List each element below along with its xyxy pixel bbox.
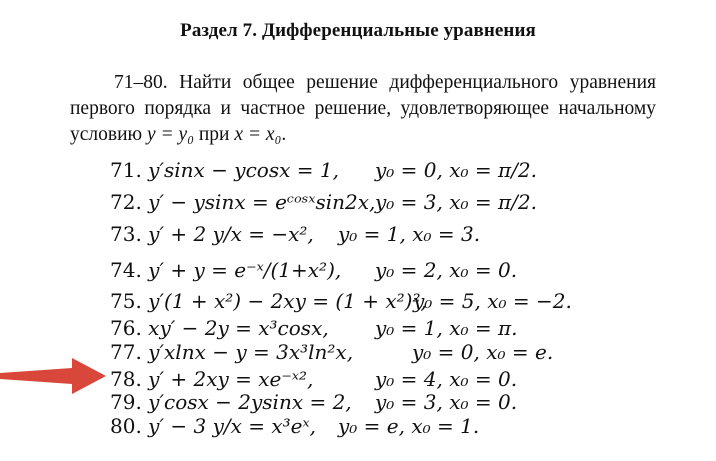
equation-number: 80. [110,414,142,438]
initial-condition: y₀ = 0, x₀ = π/2. [375,158,537,182]
equation-77 [110,340,554,364]
intro-math-2: x = x₀ [234,124,282,145]
initial-condition: y₀ = 0, x₀ = e. [412,340,554,364]
equation-expression: y′ − ysinx = eᶜᵒˢˣsin2x, [148,190,376,214]
initial-condition: y₀ = 1, x₀ = π. [375,316,518,340]
intro-text-c: . [281,124,287,145]
equation-expression: y′ + y = e⁻ˣ/(1+x²), [148,258,342,282]
equation-number: 76. [110,316,142,340]
equation-number: 71. [110,158,142,182]
initial-condition: y₀ = 3, x₀ = π/2. [375,190,537,214]
initial-condition: y₀ = 2, x₀ = 0. [375,258,518,282]
equation-79 [110,390,518,414]
initial-condition: y₀ = e, x₀ = 1. [338,414,480,438]
initial-condition: y₀ = 5, x₀ = −2. [413,289,572,313]
equation-number: 78. [110,367,142,391]
intro-line-3 [70,122,656,148]
intro-text-a: условию [70,124,147,145]
section-title: Раздел 7. Дифференциальные уравнения [180,20,536,41]
equation-76 [110,316,518,340]
equation-80 [110,414,480,438]
equation-73 [110,222,481,246]
intro-line-1: 71–80. Найти общее решение дифференциального уравнения [114,72,656,93]
task-description [70,70,656,148]
initial-condition: y₀ = 3, x₀ = 0. [375,390,518,414]
intro-math-1: y = y₀ [146,124,194,145]
intro-text-b: при [193,124,235,145]
pointer-arrow-icon [0,356,110,396]
equation-expression: y′ + 2xy = xe⁻ˣ², [148,367,314,391]
equation-expression: y′sinx − ycosx = 1, [148,158,339,182]
equation-expression: y′xlnx − y = 3x³ln²x, [148,340,354,364]
equation-71 [110,158,537,182]
intro-line-2: первого порядка и частное решение, удовлетворяющее начальному [70,98,656,119]
equation-number: 73. [110,222,142,246]
equation-number: 75. [110,289,142,313]
equation-number: 72. [110,190,142,214]
equation-78 [110,367,518,391]
equation-expression: y′ − 3 y/x = x³eˣ, [148,414,316,438]
equation-number: 77. [110,340,142,364]
equation-expression: xy′ − 2y = x³cosx, [148,316,329,340]
equation-72 [110,190,537,214]
equation-number: 79. [110,390,142,414]
equation-number: 74. [110,258,142,282]
equation-expression: y′cosx − 2ysinx = 2, [148,390,352,414]
equation-74 [110,258,518,282]
equation-expression: y′(1 + x²) − 2xy = (1 + x²)², [148,289,427,313]
initial-condition: y₀ = 4, x₀ = 0. [375,367,518,391]
initial-condition: y₀ = 1, x₀ = 3. [338,222,481,246]
equation-expression: y′ + 2 y/x = −x², [148,222,314,246]
equation-75 [110,289,572,313]
